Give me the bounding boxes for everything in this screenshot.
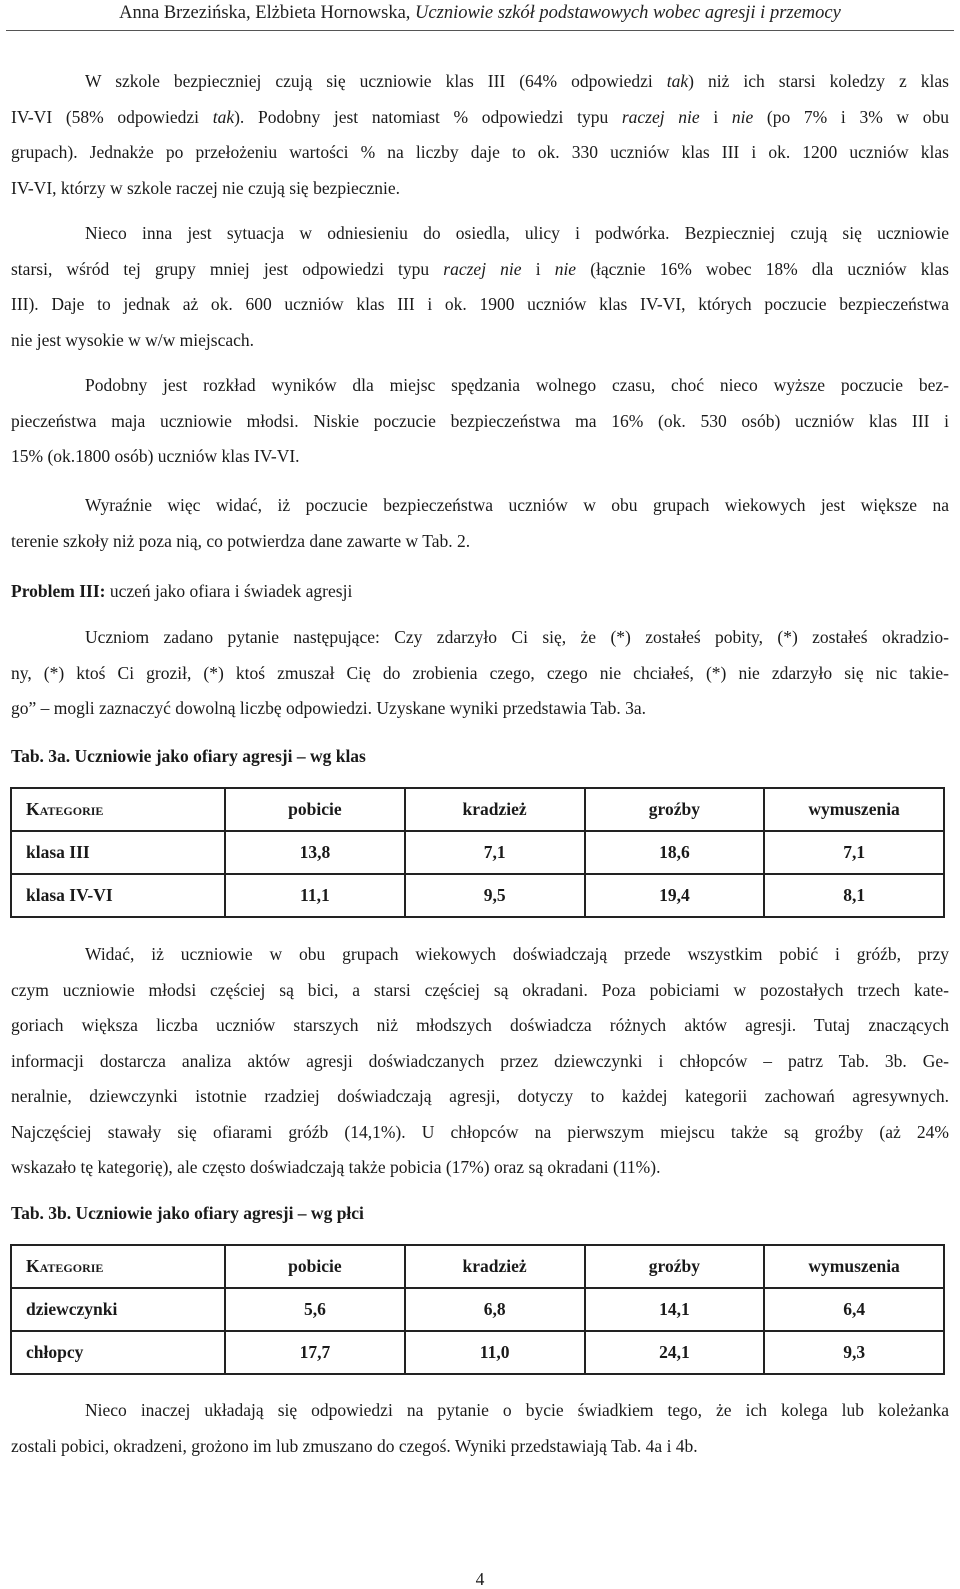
table-cell: 9,5	[405, 874, 585, 917]
paragraph-1	[11, 64, 949, 206]
paragraph-line: W szkole bezpieczniej czują się uczniowie klas III (64% odpowiedzi tak) niż ich starsi koledzy z klas	[85, 71, 949, 91]
table-cell: 13,8	[225, 831, 405, 874]
table-3b	[10, 1244, 945, 1375]
paragraph-line: ny, (*) ktoś Ci groził, (*) ktoś zmuszał Cię do zrobienia czego, czego nie chciałeś, (*) nie zdarzyło się nic takie-	[11, 662, 949, 683]
paragraph-line: Nieco inna jest sytuacja w odniesieniu do osiedla, ulicy i podwórka. Bezpieczniej czują się uczniowie	[85, 223, 949, 243]
table-row	[11, 1288, 944, 1331]
table-cell: dziewczynki	[11, 1288, 225, 1331]
table-header-cell: groźby	[585, 788, 765, 831]
paragraph-line: Najczęściej stawały się ofiarami gróźb (14,1%). U chłopców na pierwszym miejscu także są groźby (aż 24%	[11, 1121, 949, 1142]
table-header-cell: pobicie	[225, 1245, 405, 1288]
paragraph-5	[11, 620, 949, 727]
paragraph-line: Wyraźnie więc widać, iż poczucie bezpieczeństwa uczniów w obu grupach wiekowych jest większe na	[85, 495, 949, 515]
paragraph-line: Widać, iż uczniowie w obu grupach wiekowych doświadczają przede wszystkim pobić i gróźb, przy	[85, 944, 949, 964]
table-3b-caption: Tab. 3b. Uczniowie jako ofiary agresji – wg płci	[11, 1203, 364, 1223]
table-header-cell: Kategorie	[11, 788, 225, 831]
table-cell: 14,1	[585, 1288, 765, 1331]
table-cell: 19,4	[585, 874, 765, 917]
section-heading-text: uczeń jako ofiara i świadek agresji	[105, 581, 353, 601]
paragraph-line: neralnie, dziewczynki istotnie rzadziej doświadczają agresji, dotyczy to każdej kategorii zachowań agresywnych.	[11, 1086, 949, 1106]
table-cell: 9,3	[764, 1331, 944, 1374]
paragraph-2	[11, 216, 949, 358]
paragraph-3	[11, 368, 949, 475]
table-header-cell: kradzież	[405, 1245, 585, 1288]
paragraph-line: wskazało tę kategorię), ale często doświadczają także pobicia (17%) oraz są okradani (11%).	[11, 1157, 661, 1177]
table-header-cell: kradzież	[405, 788, 585, 831]
table-cell: 18,6	[585, 831, 765, 874]
table-3a-caption: Tab. 3a. Uczniowie jako ofiary agresji – wg klas	[11, 746, 366, 766]
table-row	[11, 1331, 944, 1374]
paragraph-line: terenie szkoły niż poza nią, co potwierdza dane zawarte w Tab. 2.	[11, 530, 471, 551]
paragraph-line: grupach). Jednakże po przełożeniu wartości % na liczby daje to ok. 330 uczniów klas III i ok. 1200 uczniów klas	[11, 142, 949, 162]
section-heading	[11, 576, 352, 606]
paragraph-line: zostali pobici, okradzeni, grożono im lub zmuszano do czegoś. Wyniki przedstawiają Tab. 4a i 4b.	[11, 1435, 698, 1456]
table-cell: 17,7	[225, 1331, 405, 1374]
table-cell: 8,1	[764, 874, 944, 917]
table-header-row	[11, 788, 944, 831]
paragraph-line: go” – mogli zaznaczyć dowolną liczbę odpowiedzi. Uzyskane wyniki przedstawia Tab. 3a.	[11, 698, 647, 718]
table-cell: 7,1	[764, 831, 944, 874]
table-cell: 6,4	[764, 1288, 944, 1331]
table-cell: 24,1	[585, 1331, 765, 1374]
header-authors: Anna Brzezińska, Elżbieta Hornowska,	[119, 3, 416, 23]
paragraph-line: IV-VI (58% odpowiedzi tak). Podobny jest natomiast % odpowiedzi typu raczej nie i nie (po 7% i 3% w obu	[11, 106, 949, 127]
table-cell: klasa III	[11, 831, 225, 874]
paragraph-line: III). Daje to jednak aż ok. 600 uczniów klas III i ok. 1900 uczniów klas IV-VI, których poczucie bezpieczeństwa	[11, 294, 949, 314]
table-3a	[10, 787, 945, 918]
table-header-cell: groźby	[585, 1245, 765, 1288]
table-cell: 7,1	[405, 831, 585, 874]
paragraph-7	[11, 1393, 949, 1464]
paragraph-line: Nieco inaczej układają się odpowiedzi na pytanie o bycie świadkiem tego, że ich kolega lub koleżanka	[85, 1400, 949, 1420]
section-heading-label: Problem III:	[11, 581, 106, 601]
paragraph-line: informacji dostarcza analiza aktów agresji doświadczanych przez dziewczynki i chłopców – patrz Tab. 3b. Ge-	[11, 1050, 949, 1071]
paragraph-line: IV-VI, którzy w szkole raczej nie czują się bezpiecznie.	[11, 177, 401, 198]
paragraph-4	[11, 488, 949, 559]
table-header-row	[11, 1245, 944, 1288]
table-cell: 6,8	[405, 1288, 585, 1331]
paragraph-line: Podobny jest rozkład wyników dla miejsc spędzania wolnego czasu, choć nieco wyższe poczucie bez-	[85, 375, 949, 395]
table-cell: 11,0	[405, 1331, 585, 1374]
paragraph-line: nie jest wysokie w w/w miejscach.	[11, 329, 255, 350]
running-header	[0, 1, 960, 25]
table-header-cell: wymuszenia	[764, 1245, 944, 1288]
header-rule	[6, 30, 954, 31]
paragraph-line: czym uczniowie młodsi częściej są bici, a starsi częściej są okradani. Poza pobiciami w pozostałych trzech kate-	[11, 979, 949, 1000]
paragraph-line: goriach większa liczba uczniów starszych niż młodszych doświadcza różnych aktów agresji. Tutaj znaczących	[11, 1015, 949, 1035]
paragraph-line: pieczeństwa maja uczniowie młodsi. Niskie poczucie bezpieczeństwa ma 16% (ok. 530 osób) uczniów klas III i	[11, 410, 949, 431]
table-cell: chłopcy	[11, 1331, 225, 1374]
table-cell: klasa IV-VI	[11, 874, 225, 917]
table-row	[11, 874, 944, 917]
table-header-cell: wymuszenia	[764, 788, 944, 831]
table-cell: 5,6	[225, 1288, 405, 1331]
table-cell: 11,1	[225, 874, 405, 917]
table-header-cell: Kategorie	[11, 1245, 225, 1288]
table-row	[11, 831, 944, 874]
paragraph-line: 15% (ok.1800 osób) uczniów klas IV-VI.	[11, 446, 300, 466]
paragraph-line: starsi, wśród tej grupy mniej jest odpowiedzi typu raczej nie i nie (łącznie 16% wobec 18% dla uczniów klas	[11, 258, 949, 279]
paragraph-line: Uczniom zadano pytanie następujące: Czy zdarzyło Ci się, że (*) zostałeś pobity, (*) zostałeś okradzio-	[85, 627, 949, 647]
paragraph-6	[11, 937, 949, 1186]
table-header-cell: pobicie	[225, 788, 405, 831]
page-number: 4	[475, 1569, 485, 1589]
header-title: Uczniowie szkół podstawowych wobec agresji i przemocy	[415, 3, 841, 23]
